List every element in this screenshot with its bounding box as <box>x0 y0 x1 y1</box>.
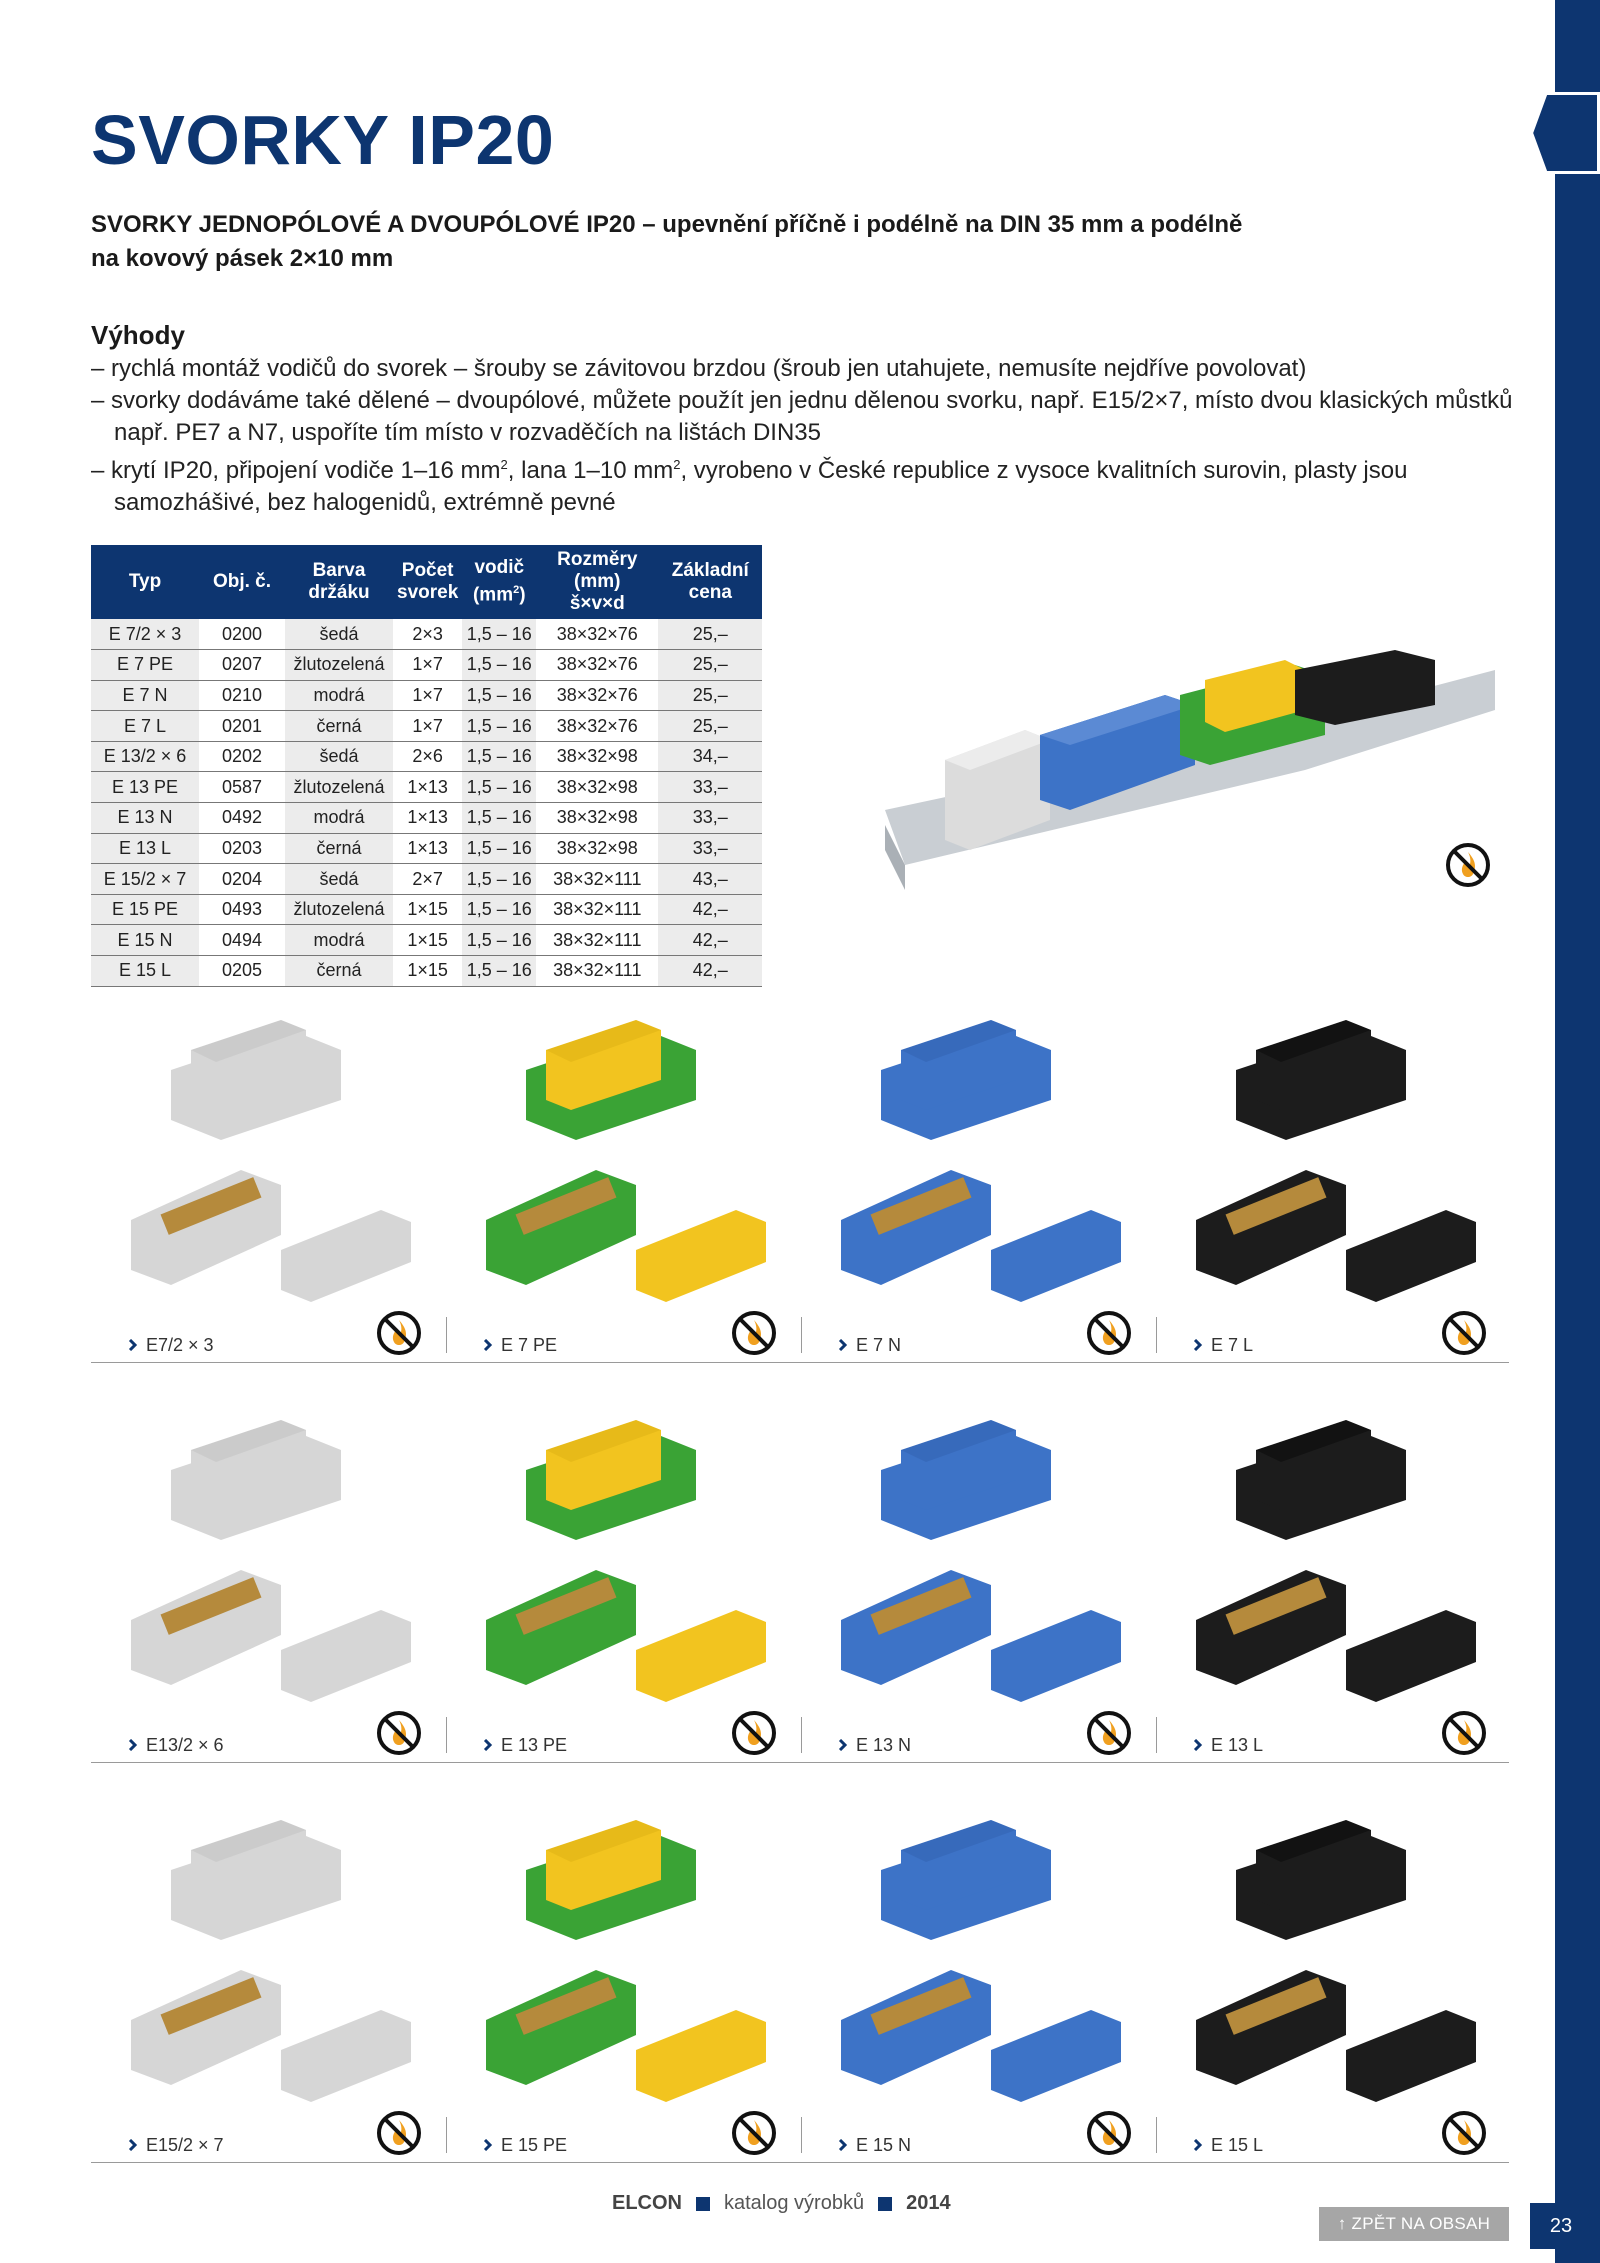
product-label[interactable] <box>1196 1335 1253 1356</box>
table-row <box>91 741 762 772</box>
product-label[interactable] <box>1196 2135 1263 2156</box>
cell-divider <box>801 1717 802 1753</box>
product-label-text: E15/2 × 7 <box>146 2135 224 2155</box>
table-cell: modrá <box>285 680 393 711</box>
product-label[interactable] <box>131 1735 224 1756</box>
table-cell: žlutozelená <box>285 894 393 925</box>
table-body <box>91 619 762 986</box>
table-cell: 1×7 <box>393 680 462 711</box>
product-card[interactable] <box>801 990 1156 1390</box>
header-barva <box>285 545 393 619</box>
table-cell: 2×6 <box>393 741 462 772</box>
header-cena <box>658 545 762 619</box>
table-cell: černá <box>285 833 393 864</box>
header-obj: Obj. č. <box>199 545 285 619</box>
table-cell: E 15 PE <box>91 894 199 925</box>
product-card[interactable] <box>91 1390 446 1790</box>
product-label[interactable] <box>486 1335 557 1356</box>
table-cell: 1,5 – 16 <box>462 619 536 650</box>
table-cell: 0201 <box>199 711 285 742</box>
product-card[interactable] <box>446 1790 801 2190</box>
table-cell: E 7 PE <box>91 650 199 681</box>
advantage-item-2: – svorky dodáváme také dělené – dvoupólové, můžete použít jen jednu dělenou svorku, např. E15/2×7, místo dvou klasických můstků např. PE7 a N7, uspoříte tím místo v rozvaděčích na lištách DIN35 <box>91 387 1513 446</box>
table-cell: šedá <box>285 741 393 772</box>
product-card[interactable] <box>91 990 446 1390</box>
table-cell: E 13 N <box>91 803 199 834</box>
product-label-text: E 15 PE <box>501 2135 568 2155</box>
table-cell: 1×15 <box>393 894 462 925</box>
product-label[interactable] <box>486 1735 567 1756</box>
table-cell: 1×15 <box>393 956 462 987</box>
cell-divider <box>1156 2117 1157 2153</box>
table-cell: 38×32×76 <box>536 619 658 650</box>
table-cell: 38×32×98 <box>536 741 658 772</box>
table-cell: 38×32×98 <box>536 772 658 803</box>
table-cell: 1,5 – 16 <box>462 711 536 742</box>
cell-divider <box>446 1717 447 1753</box>
product-card[interactable] <box>91 1790 446 2190</box>
table-cell: černá <box>285 956 393 987</box>
no-flame-icon <box>1086 1310 1132 1356</box>
product-label[interactable] <box>486 2135 567 2156</box>
table-cell: E 15/2 × 7 <box>91 864 199 895</box>
table-cell: 42,– <box>658 894 762 925</box>
header-rozmery-line-2: š×v×d <box>569 593 625 614</box>
table-cell: šedá <box>285 619 393 650</box>
table-cell: šedá <box>285 864 393 895</box>
advantages-list <box>91 353 1521 519</box>
table-cell: 1,5 – 16 <box>462 956 536 987</box>
table-cell: modrá <box>285 803 393 834</box>
page-subtitle <box>91 208 1441 276</box>
no-flame-icon <box>376 1310 422 1356</box>
table-cell: 0494 <box>199 925 285 956</box>
product-photo <box>91 1790 446 2120</box>
table-cell: černá <box>285 711 393 742</box>
cell-divider <box>801 1317 802 1353</box>
table-cell: 1,5 – 16 <box>462 803 536 834</box>
product-photo <box>801 1790 1156 2120</box>
table-cell: 0203 <box>199 833 285 864</box>
table-cell: 43,– <box>658 864 762 895</box>
table-row <box>91 956 762 987</box>
table-cell: 2×3 <box>393 619 462 650</box>
product-label-text: E 7 N <box>856 1335 902 1355</box>
no-flame-icon <box>376 2110 422 2156</box>
table-cell: 34,– <box>658 741 762 772</box>
product-card[interactable] <box>1156 990 1511 1390</box>
table-cell: 25,– <box>658 680 762 711</box>
table-cell: 1×13 <box>393 803 462 834</box>
table-cell: 25,– <box>658 711 762 742</box>
page-number: 23 <box>1530 2203 1592 2249</box>
product-label-text: E 15 N <box>856 2135 912 2155</box>
table-cell: E 15 N <box>91 925 199 956</box>
product-photo <box>91 990 446 1320</box>
table-header-row <box>91 545 762 619</box>
table-row <box>91 803 762 834</box>
table-cell: 1×7 <box>393 711 462 742</box>
footer-separator <box>878 2197 892 2211</box>
table-row <box>91 894 762 925</box>
footer <box>612 2192 951 2215</box>
table-cell: E 13/2 × 6 <box>91 741 199 772</box>
cell-divider <box>801 2117 802 2153</box>
no-flame-icon <box>731 1310 777 1356</box>
product-label[interactable] <box>131 2135 224 2156</box>
table-cell: 1×13 <box>393 772 462 803</box>
table-cell: 1,5 – 16 <box>462 772 536 803</box>
no-flame-icon <box>1441 1710 1487 1756</box>
product-card[interactable] <box>801 1790 1156 2190</box>
table-cell: E 13 PE <box>91 772 199 803</box>
footer-catalog: katalog výrobků <box>724 2192 865 2214</box>
table-cell: 1×13 <box>393 833 462 864</box>
table-cell: 25,– <box>658 650 762 681</box>
product-label[interactable] <box>841 1735 911 1756</box>
no-flame-icon <box>376 1710 422 1756</box>
table-cell: 0204 <box>199 864 285 895</box>
table-cell: 1,5 – 16 <box>462 741 536 772</box>
no-flame-icon <box>731 2110 777 2156</box>
header-cena-line-2: cena <box>688 582 732 603</box>
product-label[interactable] <box>131 1335 214 1356</box>
header-pocet-line-2: svorek <box>397 582 459 603</box>
product-card[interactable] <box>1156 1790 1511 2190</box>
advantages-heading: Výhody <box>91 320 185 350</box>
spec-table <box>91 545 762 987</box>
table-cell: 38×32×98 <box>536 833 658 864</box>
cell-divider <box>1156 1717 1157 1753</box>
no-flame-icon <box>1445 842 1491 888</box>
table-cell: 1,5 – 16 <box>462 833 536 864</box>
product-photo <box>1156 1790 1511 2120</box>
header-pocet <box>393 545 462 619</box>
superscript: 2 <box>673 457 681 472</box>
footer-separator <box>696 2197 710 2211</box>
header-vodic <box>462 545 536 619</box>
table-cell: 1,5 – 16 <box>462 925 536 956</box>
product-label-text: E 15 L <box>1211 2135 1264 2155</box>
table-row <box>91 619 762 650</box>
product-label-text: E 13 PE <box>501 1735 568 1755</box>
chapter-tab <box>1530 92 1600 174</box>
subtitle-line-1: SVORKY JEDNOPÓLOVÉ A DVOUPÓLOVÉ IP20 – upevnění příčně i podélně na DIN 35 mm a podélně <box>91 211 1243 238</box>
product-photo <box>801 1390 1156 1720</box>
table-cell: 0200 <box>199 619 285 650</box>
table-cell: 1,5 – 16 <box>462 864 536 895</box>
row-rule <box>91 1762 1509 1763</box>
table-row <box>91 772 762 803</box>
table-cell: žlutozelená <box>285 650 393 681</box>
table-cell: 38×32×76 <box>536 680 658 711</box>
header-vodic-line-2: (mm <box>472 584 514 606</box>
product-label-text: E13/2 × 6 <box>146 1735 224 1755</box>
sidebar-band <box>1555 0 1600 2263</box>
table-row <box>91 864 762 895</box>
table-cell: modrá <box>285 925 393 956</box>
cell-divider <box>446 1317 447 1353</box>
table-cell: E 13 L <box>91 833 199 864</box>
page-title: SVORKY IP20 <box>91 101 555 179</box>
table-cell: 0207 <box>199 650 285 681</box>
table-cell: 25,– <box>658 619 762 650</box>
cell-divider <box>1156 1317 1157 1353</box>
table-cell: 42,– <box>658 956 762 987</box>
table-cell: 38×32×76 <box>536 711 658 742</box>
product-photo <box>446 1390 801 1720</box>
product-label-text: E 13 N <box>856 1735 912 1755</box>
table-row <box>91 680 762 711</box>
row-rule <box>91 2162 1509 2163</box>
subtitle-line-2: na kovový pásek 2×10 mm <box>91 245 394 272</box>
no-flame-icon <box>1441 1310 1487 1356</box>
product-photo <box>1156 1390 1511 1720</box>
header-barva-line-2: držáku <box>308 582 370 603</box>
product-card[interactable] <box>446 990 801 1390</box>
product-photo <box>1156 990 1511 1320</box>
table-cell: 0202 <box>199 741 285 772</box>
header-typ: Typ <box>91 545 199 619</box>
table-cell: 33,– <box>658 803 762 834</box>
table-cell: 38×32×76 <box>536 650 658 681</box>
product-photo <box>446 1790 801 2120</box>
footer-brand: ELCON <box>612 2192 682 2214</box>
table-cell: 1×15 <box>393 925 462 956</box>
table-cell: 1,5 – 16 <box>462 680 536 711</box>
product-label-text: E 7 PE <box>501 1335 558 1355</box>
header-vodic-close: ) <box>519 584 526 606</box>
table-row <box>91 925 762 956</box>
header-rozmery-line-1: Rozměry (mm) <box>557 549 638 592</box>
table-cell: E 7/2 × 3 <box>91 619 199 650</box>
product-label[interactable] <box>1196 1735 1263 1756</box>
advantage-item-3-part-b: , lana 1–10 mm <box>507 457 674 484</box>
table-cell: 38×32×111 <box>536 864 658 895</box>
product-label-text: E 13 L <box>1211 1735 1264 1755</box>
table-cell: E 7 L <box>91 711 199 742</box>
table-cell: 0493 <box>199 894 285 925</box>
table-cell: 42,– <box>658 925 762 956</box>
back-to-contents-button[interactable]: ↑ ZPĚT NA OBSAH <box>1319 2207 1509 2241</box>
advantage-item-1: – rychlá montáž vodičů do svorek – šrouby se závitovou brzdou (šroub jen utahujete, nemusíte nejdříve povolovat) <box>91 355 1307 382</box>
product-group-photo <box>875 650 1500 900</box>
product-label-text: E7/2 × 3 <box>146 1335 214 1355</box>
header-vodic-line-1: vodič <box>474 557 525 579</box>
no-flame-icon <box>1441 2110 1487 2156</box>
header-cena-line-1: Základní <box>671 560 749 581</box>
header-barva-line-1: Barva <box>312 560 366 581</box>
superscript: 2 <box>513 584 520 597</box>
table-cell: 0492 <box>199 803 285 834</box>
table-cell: 0210 <box>199 680 285 711</box>
footer-year: 2014 <box>906 2192 951 2214</box>
table-row <box>91 711 762 742</box>
table-cell: 0205 <box>199 956 285 987</box>
product-label[interactable] <box>841 1335 901 1356</box>
advantage-item-3 <box>91 449 1521 519</box>
table-row <box>91 650 762 681</box>
table-cell: 0587 <box>199 772 285 803</box>
cell-divider <box>446 2117 447 2153</box>
table-cell: 1×7 <box>393 650 462 681</box>
table-cell: žlutozelená <box>285 772 393 803</box>
table-cell: E 15 L <box>91 956 199 987</box>
table-row <box>91 833 762 864</box>
table-cell: 38×32×111 <box>536 925 658 956</box>
table-cell: E 7 N <box>91 680 199 711</box>
product-photo <box>801 990 1156 1320</box>
superscript: 2 <box>500 457 508 472</box>
product-label-text: E 7 L <box>1211 1335 1254 1355</box>
product-photo <box>446 990 801 1320</box>
header-pocet-line-1: Počet <box>401 560 454 581</box>
table-cell: 1,5 – 16 <box>462 650 536 681</box>
table-cell: 38×32×111 <box>536 956 658 987</box>
row-rule <box>91 1362 1509 1363</box>
product-card[interactable] <box>446 1390 801 1790</box>
table-cell: 2×7 <box>393 864 462 895</box>
product-card[interactable] <box>801 1390 1156 1790</box>
no-flame-icon <box>1086 1710 1132 1756</box>
product-label[interactable] <box>841 2135 911 2156</box>
table-cell: 1,5 – 16 <box>462 894 536 925</box>
no-flame-icon <box>1086 2110 1132 2156</box>
table-cell: 33,– <box>658 772 762 803</box>
no-flame-icon <box>731 1710 777 1756</box>
advantage-item-3-part-c: , vyrobeno v České republice z vysoce kvalitních surovin, plasty jsou samozhášivé, bez halogenidů, extrémně pevné <box>114 457 1408 516</box>
header-rozmery <box>536 545 658 619</box>
table-cell: 33,– <box>658 833 762 864</box>
table-cell: 38×32×111 <box>536 894 658 925</box>
table-cell: 38×32×98 <box>536 803 658 834</box>
product-card[interactable] <box>1156 1390 1511 1790</box>
product-photo <box>91 1390 446 1720</box>
advantage-item-3-part-a: – krytí IP20, připojení vodiče 1–16 mm <box>91 457 501 484</box>
